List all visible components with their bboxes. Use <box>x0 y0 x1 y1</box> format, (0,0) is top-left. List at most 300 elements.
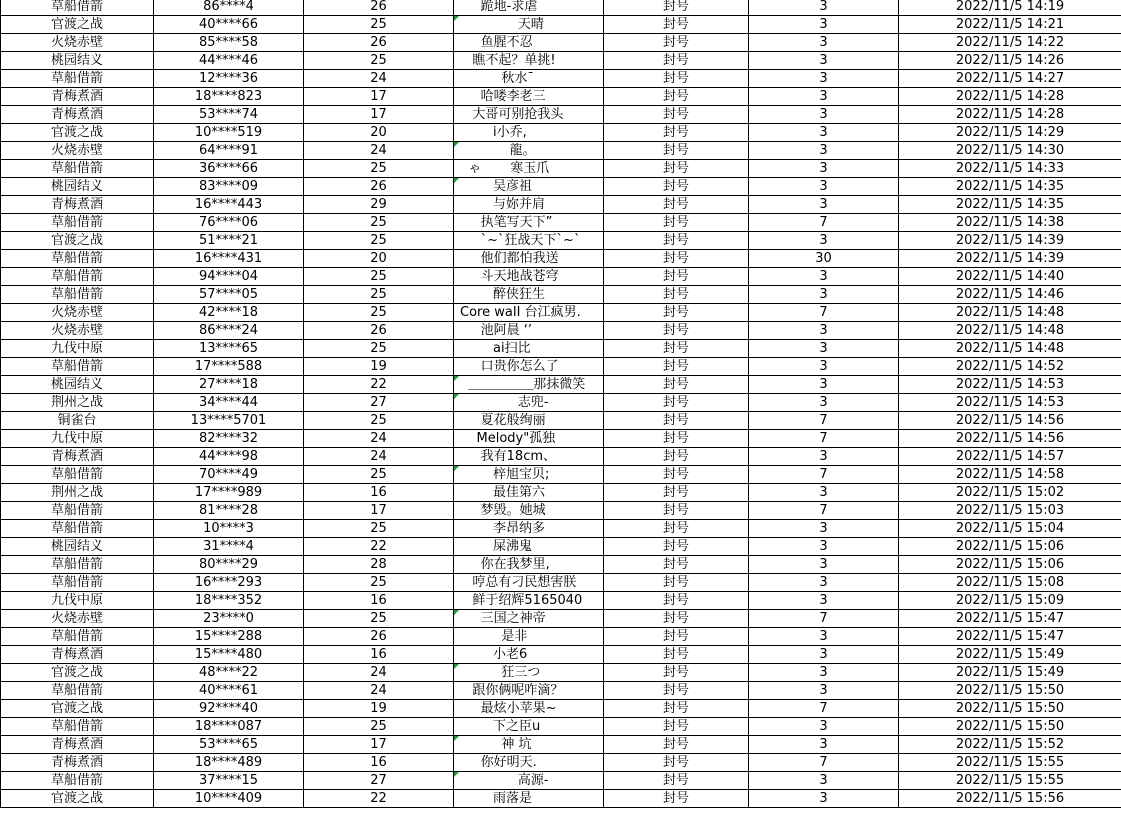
account-cell[interactable] <box>154 772 304 790</box>
level-cell[interactable] <box>304 394 454 412</box>
level-cell[interactable] <box>304 682 454 700</box>
player-name-cell[interactable] <box>454 52 604 70</box>
server-cell[interactable] <box>1 376 154 394</box>
level-cell[interactable] <box>304 466 454 484</box>
level-cell[interactable] <box>304 88 454 106</box>
ban-days-cell[interactable] <box>749 142 899 160</box>
ban-days-cell[interactable] <box>749 466 899 484</box>
ban-days-cell[interactable] <box>749 412 899 430</box>
account-cell[interactable] <box>154 286 304 304</box>
ban-days-cell[interactable] <box>749 160 899 178</box>
ban-days-cell[interactable] <box>749 88 899 106</box>
server-cell[interactable] <box>1 88 154 106</box>
level-cell[interactable] <box>304 610 454 628</box>
timestamp-cell[interactable] <box>899 196 1121 214</box>
level-cell[interactable] <box>304 520 454 538</box>
ban-days-cell[interactable] <box>749 484 899 502</box>
account-cell[interactable] <box>154 556 304 574</box>
level-cell[interactable] <box>304 286 454 304</box>
player-name-cell[interactable] <box>454 430 604 448</box>
level-cell[interactable] <box>304 754 454 772</box>
account-cell[interactable] <box>154 250 304 268</box>
player-name-cell[interactable] <box>454 196 604 214</box>
ban-days-cell[interactable] <box>749 16 899 34</box>
level-cell[interactable] <box>304 430 454 448</box>
account-cell[interactable] <box>154 232 304 250</box>
action-cell[interactable] <box>604 322 749 340</box>
player-name-cell[interactable] <box>454 250 604 268</box>
account-cell[interactable] <box>154 160 304 178</box>
account-cell[interactable] <box>154 196 304 214</box>
action-cell[interactable] <box>604 466 749 484</box>
account-cell[interactable] <box>154 322 304 340</box>
server-cell[interactable] <box>1 754 154 772</box>
timestamp-cell[interactable] <box>899 592 1121 610</box>
action-cell[interactable] <box>604 358 749 376</box>
account-cell[interactable] <box>154 754 304 772</box>
ban-days-cell[interactable] <box>749 682 899 700</box>
player-name-cell[interactable] <box>454 214 604 232</box>
player-name-cell[interactable] <box>454 628 604 646</box>
player-name-cell[interactable] <box>454 232 604 250</box>
level-cell[interactable] <box>304 538 454 556</box>
server-cell[interactable] <box>1 700 154 718</box>
ban-days-cell[interactable] <box>749 790 899 808</box>
ban-days-cell[interactable] <box>749 268 899 286</box>
level-cell[interactable] <box>304 34 454 52</box>
player-name-cell[interactable] <box>454 412 604 430</box>
action-cell[interactable] <box>604 250 749 268</box>
timestamp-cell[interactable] <box>899 124 1121 142</box>
level-cell[interactable] <box>304 448 454 466</box>
ban-days-cell[interactable] <box>749 664 899 682</box>
action-cell[interactable] <box>604 196 749 214</box>
level-cell[interactable] <box>304 484 454 502</box>
level-cell[interactable] <box>304 592 454 610</box>
server-cell[interactable] <box>1 412 154 430</box>
level-cell[interactable] <box>304 70 454 88</box>
level-cell[interactable] <box>304 268 454 286</box>
action-cell[interactable] <box>604 448 749 466</box>
server-cell[interactable] <box>1 430 154 448</box>
player-name-cell[interactable] <box>454 610 604 628</box>
account-cell[interactable] <box>154 52 304 70</box>
account-cell[interactable] <box>154 520 304 538</box>
player-name-cell[interactable] <box>454 574 604 592</box>
ban-days-cell[interactable] <box>749 52 899 70</box>
player-name-cell[interactable] <box>454 160 604 178</box>
player-name-cell[interactable] <box>454 502 604 520</box>
player-name-cell[interactable] <box>454 790 604 808</box>
server-cell[interactable] <box>1 16 154 34</box>
ban-days-cell[interactable] <box>749 322 899 340</box>
account-cell[interactable] <box>154 0 304 16</box>
server-cell[interactable] <box>1 268 154 286</box>
player-name-cell[interactable] <box>454 34 604 52</box>
action-cell[interactable] <box>604 0 749 16</box>
action-cell[interactable] <box>604 574 749 592</box>
timestamp-cell[interactable] <box>899 790 1121 808</box>
server-cell[interactable] <box>1 358 154 376</box>
level-cell[interactable] <box>304 124 454 142</box>
timestamp-cell[interactable] <box>899 628 1121 646</box>
player-name-cell[interactable] <box>454 0 604 16</box>
ban-days-cell[interactable] <box>749 538 899 556</box>
timestamp-cell[interactable] <box>899 682 1121 700</box>
server-cell[interactable] <box>1 394 154 412</box>
ban-days-cell[interactable] <box>749 70 899 88</box>
player-name-cell[interactable] <box>454 772 604 790</box>
ban-days-cell[interactable] <box>749 520 899 538</box>
level-cell[interactable] <box>304 250 454 268</box>
server-cell[interactable] <box>1 772 154 790</box>
player-name-cell[interactable] <box>454 664 604 682</box>
player-name-cell[interactable] <box>454 538 604 556</box>
action-cell[interactable] <box>604 718 749 736</box>
action-cell[interactable] <box>604 88 749 106</box>
action-cell[interactable] <box>604 160 749 178</box>
server-cell[interactable] <box>1 736 154 754</box>
action-cell[interactable] <box>604 538 749 556</box>
timestamp-cell[interactable] <box>899 178 1121 196</box>
account-cell[interactable] <box>154 34 304 52</box>
player-name-cell[interactable] <box>454 340 604 358</box>
ban-days-cell[interactable] <box>749 736 899 754</box>
account-cell[interactable] <box>154 178 304 196</box>
server-cell[interactable] <box>1 304 154 322</box>
level-cell[interactable] <box>304 178 454 196</box>
action-cell[interactable] <box>604 736 749 754</box>
account-cell[interactable] <box>154 214 304 232</box>
ban-days-cell[interactable] <box>749 628 899 646</box>
level-cell[interactable] <box>304 142 454 160</box>
server-cell[interactable] <box>1 232 154 250</box>
action-cell[interactable] <box>604 304 749 322</box>
player-name-cell[interactable] <box>454 124 604 142</box>
level-cell[interactable] <box>304 232 454 250</box>
server-cell[interactable] <box>1 484 154 502</box>
action-cell[interactable] <box>604 754 749 772</box>
account-cell[interactable] <box>154 394 304 412</box>
timestamp-cell[interactable] <box>899 736 1121 754</box>
account-cell[interactable] <box>154 718 304 736</box>
action-cell[interactable] <box>604 646 749 664</box>
timestamp-cell[interactable] <box>899 520 1121 538</box>
player-name-cell[interactable] <box>454 304 604 322</box>
timestamp-cell[interactable] <box>899 70 1121 88</box>
timestamp-cell[interactable] <box>899 340 1121 358</box>
timestamp-cell[interactable] <box>899 214 1121 232</box>
server-cell[interactable] <box>1 70 154 88</box>
account-cell[interactable] <box>154 682 304 700</box>
ban-days-cell[interactable] <box>749 232 899 250</box>
level-cell[interactable] <box>304 0 454 16</box>
ban-days-cell[interactable] <box>749 610 899 628</box>
server-cell[interactable] <box>1 718 154 736</box>
action-cell[interactable] <box>604 214 749 232</box>
timestamp-cell[interactable] <box>899 304 1121 322</box>
player-name-cell[interactable] <box>454 754 604 772</box>
timestamp-cell[interactable] <box>899 88 1121 106</box>
account-cell[interactable] <box>154 790 304 808</box>
ban-days-cell[interactable] <box>749 646 899 664</box>
action-cell[interactable] <box>604 268 749 286</box>
player-name-cell[interactable] <box>454 268 604 286</box>
server-cell[interactable] <box>1 142 154 160</box>
timestamp-cell[interactable] <box>899 106 1121 124</box>
player-name-cell[interactable] <box>454 322 604 340</box>
timestamp-cell[interactable] <box>899 484 1121 502</box>
timestamp-cell[interactable] <box>899 250 1121 268</box>
action-cell[interactable] <box>604 700 749 718</box>
server-cell[interactable] <box>1 664 154 682</box>
timestamp-cell[interactable] <box>899 700 1121 718</box>
action-cell[interactable] <box>604 592 749 610</box>
player-name-cell[interactable] <box>454 736 604 754</box>
action-cell[interactable] <box>604 520 749 538</box>
level-cell[interactable] <box>304 340 454 358</box>
server-cell[interactable] <box>1 556 154 574</box>
action-cell[interactable] <box>604 16 749 34</box>
account-cell[interactable] <box>154 502 304 520</box>
action-cell[interactable] <box>604 286 749 304</box>
action-cell[interactable] <box>604 52 749 70</box>
level-cell[interactable] <box>304 304 454 322</box>
server-cell[interactable] <box>1 646 154 664</box>
timestamp-cell[interactable] <box>899 718 1121 736</box>
level-cell[interactable] <box>304 736 454 754</box>
timestamp-cell[interactable] <box>899 322 1121 340</box>
player-name-cell[interactable] <box>454 682 604 700</box>
timestamp-cell[interactable] <box>899 412 1121 430</box>
account-cell[interactable] <box>154 376 304 394</box>
account-cell[interactable] <box>154 448 304 466</box>
server-cell[interactable] <box>1 286 154 304</box>
action-cell[interactable] <box>604 664 749 682</box>
timestamp-cell[interactable] <box>899 430 1121 448</box>
timestamp-cell[interactable] <box>899 610 1121 628</box>
server-cell[interactable] <box>1 466 154 484</box>
level-cell[interactable] <box>304 772 454 790</box>
account-cell[interactable] <box>154 538 304 556</box>
ban-days-cell[interactable] <box>749 358 899 376</box>
timestamp-cell[interactable] <box>899 502 1121 520</box>
server-cell[interactable] <box>1 196 154 214</box>
account-cell[interactable] <box>154 430 304 448</box>
player-name-cell[interactable] <box>454 358 604 376</box>
ban-days-cell[interactable] <box>749 178 899 196</box>
server-cell[interactable] <box>1 124 154 142</box>
timestamp-cell[interactable] <box>899 232 1121 250</box>
server-cell[interactable] <box>1 628 154 646</box>
ban-days-cell[interactable] <box>749 754 899 772</box>
server-cell[interactable] <box>1 34 154 52</box>
account-cell[interactable] <box>154 700 304 718</box>
account-cell[interactable] <box>154 592 304 610</box>
account-cell[interactable] <box>154 142 304 160</box>
action-cell[interactable] <box>604 502 749 520</box>
action-cell[interactable] <box>604 790 749 808</box>
ban-days-cell[interactable] <box>749 250 899 268</box>
server-cell[interactable] <box>1 790 154 808</box>
action-cell[interactable] <box>604 772 749 790</box>
player-name-cell[interactable] <box>454 718 604 736</box>
ban-days-cell[interactable] <box>749 574 899 592</box>
level-cell[interactable] <box>304 646 454 664</box>
server-cell[interactable] <box>1 0 154 16</box>
timestamp-cell[interactable] <box>899 574 1121 592</box>
account-cell[interactable] <box>154 664 304 682</box>
level-cell[interactable] <box>304 52 454 70</box>
account-cell[interactable] <box>154 484 304 502</box>
account-cell[interactable] <box>154 736 304 754</box>
action-cell[interactable] <box>604 70 749 88</box>
ban-days-cell[interactable] <box>749 376 899 394</box>
account-cell[interactable] <box>154 304 304 322</box>
action-cell[interactable] <box>604 628 749 646</box>
action-cell[interactable] <box>604 484 749 502</box>
action-cell[interactable] <box>604 430 749 448</box>
level-cell[interactable] <box>304 664 454 682</box>
server-cell[interactable] <box>1 574 154 592</box>
level-cell[interactable] <box>304 16 454 34</box>
ban-days-cell[interactable] <box>749 304 899 322</box>
account-cell[interactable] <box>154 106 304 124</box>
timestamp-cell[interactable] <box>899 268 1121 286</box>
account-cell[interactable] <box>154 574 304 592</box>
level-cell[interactable] <box>304 574 454 592</box>
server-cell[interactable] <box>1 538 154 556</box>
server-cell[interactable] <box>1 250 154 268</box>
ban-days-cell[interactable] <box>749 700 899 718</box>
account-cell[interactable] <box>154 340 304 358</box>
ban-days-cell[interactable] <box>749 34 899 52</box>
timestamp-cell[interactable] <box>899 772 1121 790</box>
server-cell[interactable] <box>1 340 154 358</box>
level-cell[interactable] <box>304 628 454 646</box>
action-cell[interactable] <box>604 682 749 700</box>
level-cell[interactable] <box>304 214 454 232</box>
level-cell[interactable] <box>304 322 454 340</box>
account-cell[interactable] <box>154 610 304 628</box>
account-cell[interactable] <box>154 466 304 484</box>
action-cell[interactable] <box>604 124 749 142</box>
ban-days-cell[interactable] <box>749 196 899 214</box>
timestamp-cell[interactable] <box>899 0 1121 16</box>
action-cell[interactable] <box>604 232 749 250</box>
player-name-cell[interactable] <box>454 394 604 412</box>
timestamp-cell[interactable] <box>899 142 1121 160</box>
player-name-cell[interactable] <box>454 448 604 466</box>
timestamp-cell[interactable] <box>899 538 1121 556</box>
player-name-cell[interactable] <box>454 520 604 538</box>
server-cell[interactable] <box>1 520 154 538</box>
ban-days-cell[interactable] <box>749 124 899 142</box>
ban-days-cell[interactable] <box>749 772 899 790</box>
level-cell[interactable] <box>304 160 454 178</box>
action-cell[interactable] <box>604 610 749 628</box>
server-cell[interactable] <box>1 106 154 124</box>
timestamp-cell[interactable] <box>899 556 1121 574</box>
timestamp-cell[interactable] <box>899 394 1121 412</box>
server-cell[interactable] <box>1 448 154 466</box>
timestamp-cell[interactable] <box>899 286 1121 304</box>
action-cell[interactable] <box>604 394 749 412</box>
player-name-cell[interactable] <box>454 88 604 106</box>
server-cell[interactable] <box>1 160 154 178</box>
timestamp-cell[interactable] <box>899 34 1121 52</box>
level-cell[interactable] <box>304 700 454 718</box>
player-name-cell[interactable] <box>454 556 604 574</box>
account-cell[interactable] <box>154 268 304 286</box>
account-cell[interactable] <box>154 412 304 430</box>
ban-days-cell[interactable] <box>749 286 899 304</box>
player-name-cell[interactable] <box>454 16 604 34</box>
server-cell[interactable] <box>1 502 154 520</box>
player-name-cell[interactable] <box>454 466 604 484</box>
action-cell[interactable] <box>604 556 749 574</box>
level-cell[interactable] <box>304 196 454 214</box>
timestamp-cell[interactable] <box>899 16 1121 34</box>
level-cell[interactable] <box>304 376 454 394</box>
timestamp-cell[interactable] <box>899 466 1121 484</box>
ban-days-cell[interactable] <box>749 430 899 448</box>
level-cell[interactable] <box>304 106 454 124</box>
player-name-cell[interactable] <box>454 592 604 610</box>
timestamp-cell[interactable] <box>899 160 1121 178</box>
level-cell[interactable] <box>304 790 454 808</box>
timestamp-cell[interactable] <box>899 448 1121 466</box>
action-cell[interactable] <box>604 412 749 430</box>
ban-days-cell[interactable] <box>749 556 899 574</box>
server-cell[interactable] <box>1 592 154 610</box>
server-cell[interactable] <box>1 52 154 70</box>
server-cell[interactable] <box>1 214 154 232</box>
level-cell[interactable] <box>304 718 454 736</box>
timestamp-cell[interactable] <box>899 646 1121 664</box>
player-name-cell[interactable] <box>454 484 604 502</box>
ban-days-cell[interactable] <box>749 214 899 232</box>
action-cell[interactable] <box>604 106 749 124</box>
ban-days-cell[interactable] <box>749 106 899 124</box>
player-name-cell[interactable] <box>454 376 604 394</box>
action-cell[interactable] <box>604 340 749 358</box>
server-cell[interactable] <box>1 610 154 628</box>
player-name-cell[interactable] <box>454 178 604 196</box>
timestamp-cell[interactable] <box>899 754 1121 772</box>
player-name-cell[interactable] <box>454 286 604 304</box>
ban-days-cell[interactable] <box>749 448 899 466</box>
player-name-cell[interactable] <box>454 646 604 664</box>
timestamp-cell[interactable] <box>899 358 1121 376</box>
account-cell[interactable] <box>154 124 304 142</box>
ban-days-cell[interactable] <box>749 718 899 736</box>
account-cell[interactable] <box>154 646 304 664</box>
server-cell[interactable] <box>1 682 154 700</box>
account-cell[interactable] <box>154 628 304 646</box>
player-name-cell[interactable] <box>454 70 604 88</box>
player-name-cell[interactable] <box>454 106 604 124</box>
level-cell[interactable] <box>304 412 454 430</box>
action-cell[interactable] <box>604 178 749 196</box>
action-cell[interactable] <box>604 34 749 52</box>
timestamp-cell[interactable] <box>899 664 1121 682</box>
action-cell[interactable] <box>604 142 749 160</box>
ban-days-cell[interactable] <box>749 502 899 520</box>
ban-days-cell[interactable] <box>749 340 899 358</box>
account-cell[interactable] <box>154 70 304 88</box>
level-cell[interactable] <box>304 556 454 574</box>
